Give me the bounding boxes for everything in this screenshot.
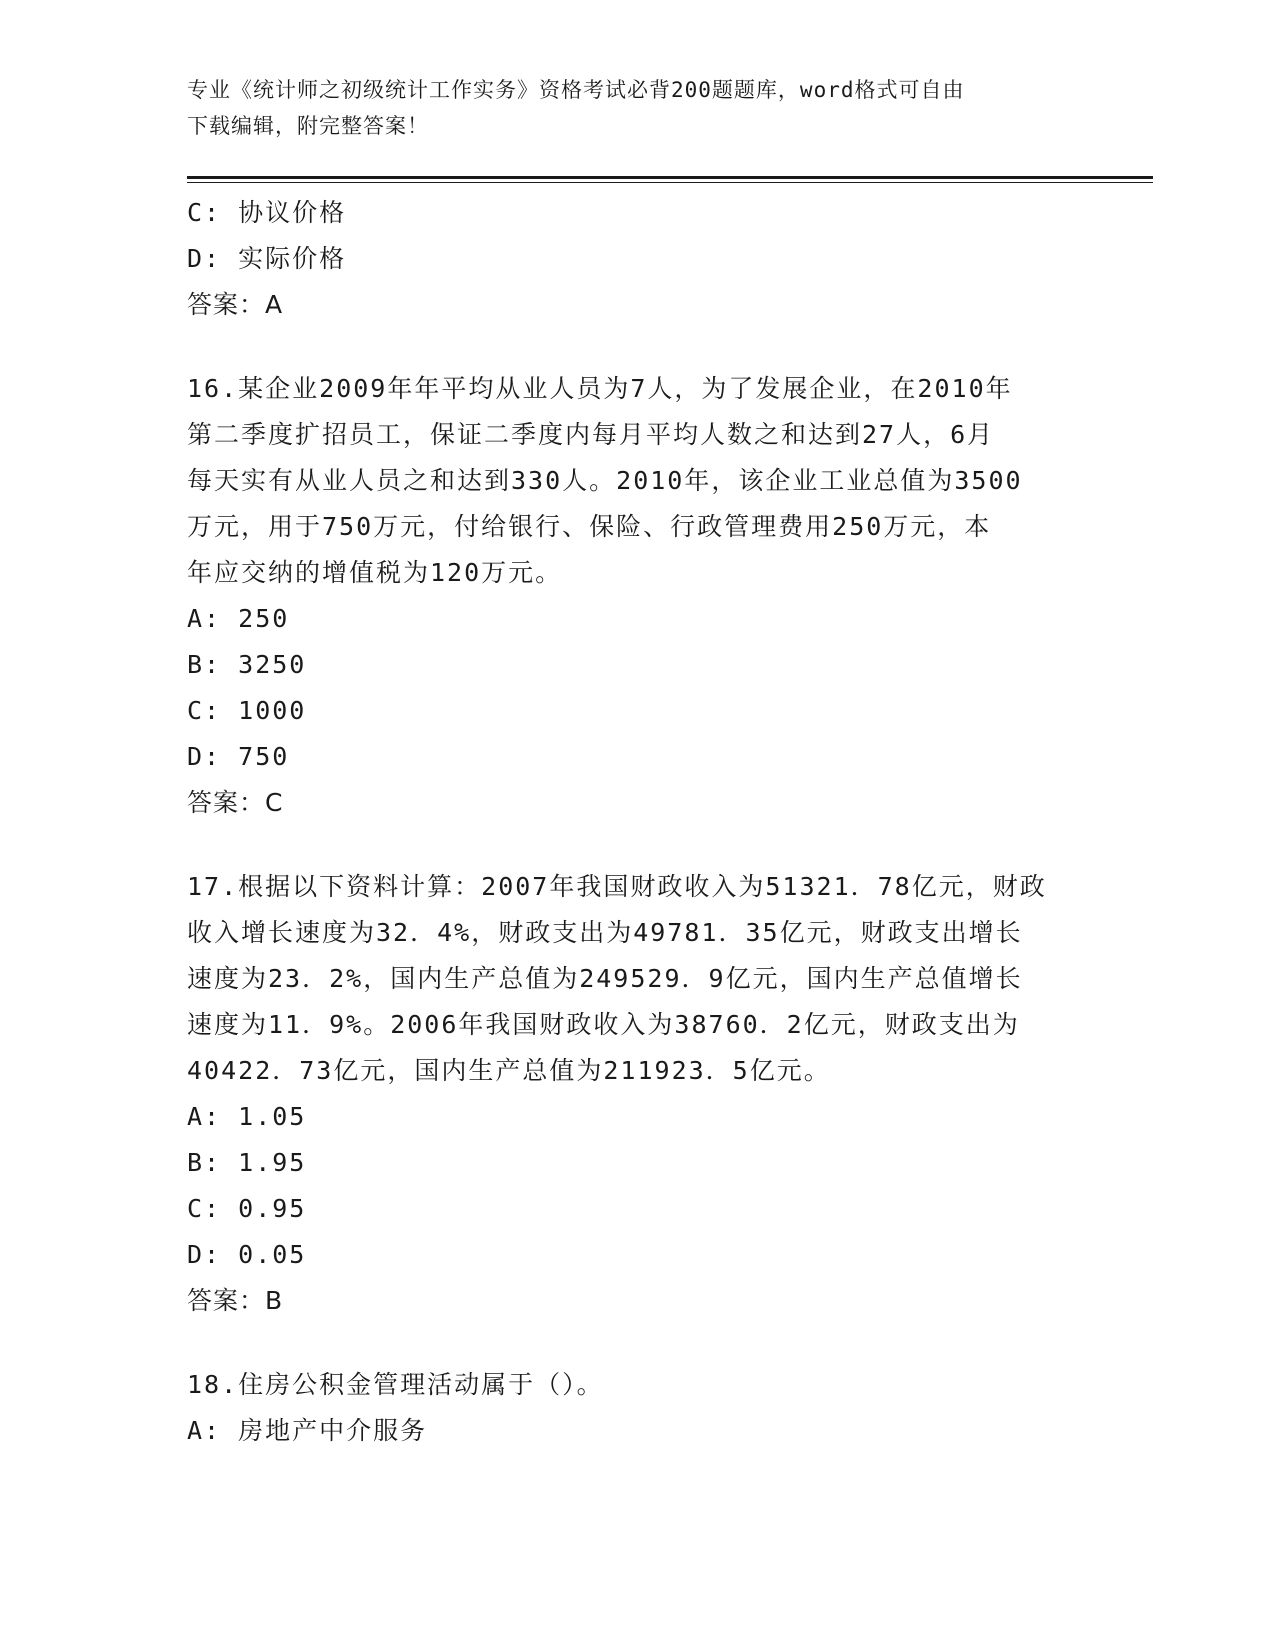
option-a: A: 250	[187, 604, 290, 633]
spacer	[187, 1324, 1087, 1362]
option-d: D: 0.05	[187, 1240, 307, 1269]
question-16	[187, 366, 1087, 826]
answer-line: 答案：B	[187, 1286, 284, 1315]
header-rule-thin	[187, 182, 1153, 183]
question-stem-line: 收入增长速度为32．4%，财政支出为49781．35亿元，财政支出增长	[187, 918, 1023, 947]
answer-line: 答案：C	[187, 788, 284, 817]
question-17	[187, 864, 1087, 1324]
spacer	[187, 826, 1087, 864]
option-c: C: 1000	[187, 696, 307, 725]
question-stem-line: 16.某企业2009年年平均从业人员为7人，为了发展企业，在2010年	[187, 374, 1013, 403]
option-d: D: 750	[187, 742, 290, 771]
answer-line: 答案：A	[187, 290, 284, 319]
question-list	[187, 190, 1087, 1454]
question-stem-line: 速度为23．2%，国内生产总值为249529．9亿元，国内生产总值增长	[187, 964, 1023, 993]
question-stem-line: 速度为11．9%。2006年我国财政收入为38760．2亿元，财政支出为	[187, 1010, 1020, 1039]
question-stem-line: 18.住房公积金管理活动属于（）。	[187, 1370, 604, 1399]
spacer	[187, 328, 1087, 366]
question-stem-line: 40422．73亿元，国内生产总值为211923．5亿元。	[187, 1056, 831, 1085]
header-line-2: 下载编辑，附完整答案！	[187, 114, 429, 138]
option-b: B: 1.95	[187, 1148, 307, 1177]
question-stem-line: 万元，用于750万元，付给银行、保险、行政管理费用250万元，本	[187, 512, 992, 541]
question-stem-line: 17.根据以下资料计算：2007年我国财政收入为51321．78亿元，财政	[187, 872, 1047, 901]
header-line-1: 专业《统计师之初级统计工作实务》资格考试必背200题题库，word格式可自由	[187, 78, 965, 102]
option-d: D: 实际价格	[187, 244, 347, 273]
question-18	[187, 1362, 1087, 1454]
question-stem-line: 第二季度扩招员工，保证二季度内每月平均人数之和达到27人，6月	[187, 420, 995, 449]
document-header	[187, 72, 1087, 144]
option-a: A: 房地产中介服务	[187, 1416, 428, 1445]
option-a: A: 1.05	[187, 1102, 307, 1131]
option-c: C: 0.95	[187, 1194, 307, 1223]
option-c: C: 协议价格	[187, 198, 347, 227]
question-stem-line: 年应交纳的增值税为120万元。	[187, 558, 563, 587]
header-rule	[187, 176, 1153, 179]
option-b: B: 3250	[187, 650, 307, 679]
question-stem-line: 每天实有从业人员之和达到330人。2010年，该企业工业总值为3500	[187, 466, 1023, 495]
